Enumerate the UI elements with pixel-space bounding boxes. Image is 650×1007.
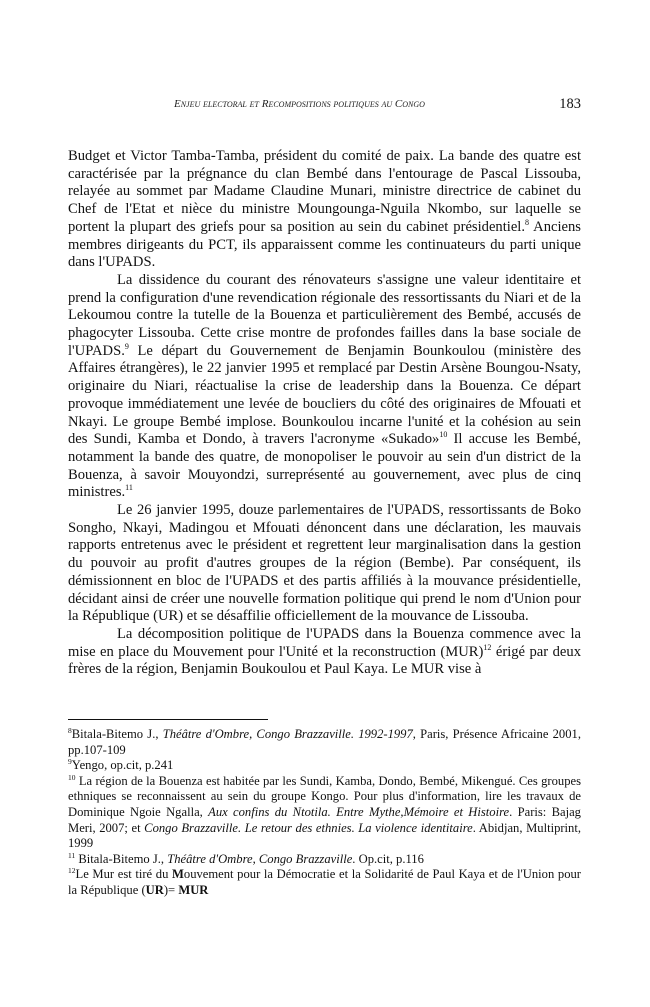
footnote-9: $^9$Yengo, op.cit, p.241	[68, 757, 174, 773]
body-text	[68, 148, 581, 679]
footnote-ref-12[interactable]: 12	[483, 642, 492, 652]
running-header	[68, 97, 581, 115]
footnote-ref-8[interactable]: 8	[525, 217, 530, 227]
footnotes	[68, 727, 581, 899]
book-title: Théâtre d'Ombre, Congo Brazzaville. 1992-1997	[162, 727, 413, 741]
paragraph-2: La dissidence du courant des rénovateurs s'assigne une valeur identitaire et prend la configuration d'une revendication régionale des ressortissants du Niari et de la Lekoumou contre la tutelle de la Bouenza et particulièrement des Bembé, accusés de phagocyter Lissouba. Cette crise montre de profondes failles dans la base sociale de l'UPADS.$^9$ Le départ du Gouvernement de Benjamin Bounkoulou (ministère des Affaires étrangères), le 22 janvier 1995 et remplacé par Destin Arsène Boungou-Nsaty, originaire du Niari, réactualise la crise de leadership dans la Bouenza. Ce départ provoque immédiatement une levée de boucliers du côté des originaires de Mfouati et Nkayi. Le groupe Bembé implose. Bounkoulou incarne l'unité et la cohésion au sein des Sundi, Kamba et Dondo, à travers l'acronyme «Sukado»$^{10}$ Il accuse les Bembé, notamment la bande des quatre, de monopoliser le pouvoir au sein d'un district de la Bouenza, à savoir Mouyondzi, surreprésenté au gouvernement, avec plus de cinq ministres.$^{11}$	[68, 271, 581, 501]
paragraph-1: Budget et Victor Tamba-Tamba, président du comité de paix. La bande des quatre est caractérisée par la prégnance du clan Bembé dans l'entourage de Pascal Lissouba, relayée au sommet par Madame Claudine Munari, ministre directrice de cabinet du Chef de l'Etat et nièce du ministre Moungounga-Nguila Nkombo, sur laquelle se portent la plupart des griefs pour sa position au sein du cabinet présidentiel.$^8$ Anciens membres dirigeants du PCT, ils apparaissent comme les continuateurs du parti unique dans l'UPADS.	[68, 148, 581, 271]
book-title: Congo Brazzaville. Le retour des ethnies. La violence identitaire	[144, 820, 473, 835]
footnote-ref-11[interactable]: 11	[125, 483, 133, 493]
footnote-10: $^{10}$ La région de la Bouenza est habitée par les Sundi, Kamba, Dondo, Bembé, Mikengué. Ces groupes ethniques se reconnaissent au sein du groupe Kongo. Pour plus d'information, lire les travaux de Dominique Ngoie Ngalla, Aux confins du Ntotila. Entre Mythe,Mémoire et Histoire. Paris: Bajag Meri, 2007; et Congo Brazzaville. Le retour des ethnies. La violence identitaire. Abidjan, Multiprint, 1999	[68, 772, 582, 851]
page-number: 183	[559, 96, 581, 112]
paragraph-4: La décomposition politique de l'UPADS dans la Bouenza commence avec la mise en place du Mouvement pour l'Unité et la reconstruction (MUR)$^{12}$ érigé par deux frères de la région, Benjamin Boukoulou et Paul Kaya. Le MUR vise à	[68, 625, 581, 678]
footnote-11: $^{11}$ Bitala-Bitemo J., Théâtre d'Ombre, Congo Brazzaville. Op.cit, p.116	[68, 850, 424, 866]
paragraph-3: Le 26 janvier 1995, douze parlementaires de l'UPADS, ressortissants de Boko Songho, Nkayi, Madingou et Mfouati dénoncent dans une déclaration, les mauvais rapports entretenus avec le président et regrettent leur marginalisation dans la gestion du pouvoir au profit d'autres groupes de la région (Bembe). Par conséquent, ils démissionnent en bloc de l'UPADS et des partis affiliés à la mouvance présidentielle, décidant ainsi de créer une nouvelle formation politique qui prend le nom d'Union pour la République (UR) et se désaffilie officiellement de la mouvance de Lissouba.	[68, 502, 581, 625]
footnote-8: $^8$Bitala-Bitemo J., Théâtre d'Ombre, Congo Brazzaville. 1992-1997, Paris, Présence Africaine 2001, pp.107-109	[68, 726, 581, 757]
book-title: Théâtre d'Ombre, Congo Brazzaville	[167, 851, 353, 866]
footnote-ref-9[interactable]: 9	[124, 341, 129, 351]
footnote-12: $^{12}$Le Mur est tiré du Mouvement pour la Démocratie et la Solidarité de Paul Kaya et de l'Union pour la République (UR)= MUR	[68, 866, 581, 897]
footnote-ref-10[interactable]: 10	[439, 430, 448, 440]
book-title: Aux confins du Ntotila. Entre Mythe,Mémoire et Histoire	[208, 804, 510, 819]
running-title: Enjeu electoral et Recompositions politiques au Congo	[174, 98, 425, 110]
footnote-separator	[68, 719, 268, 720]
